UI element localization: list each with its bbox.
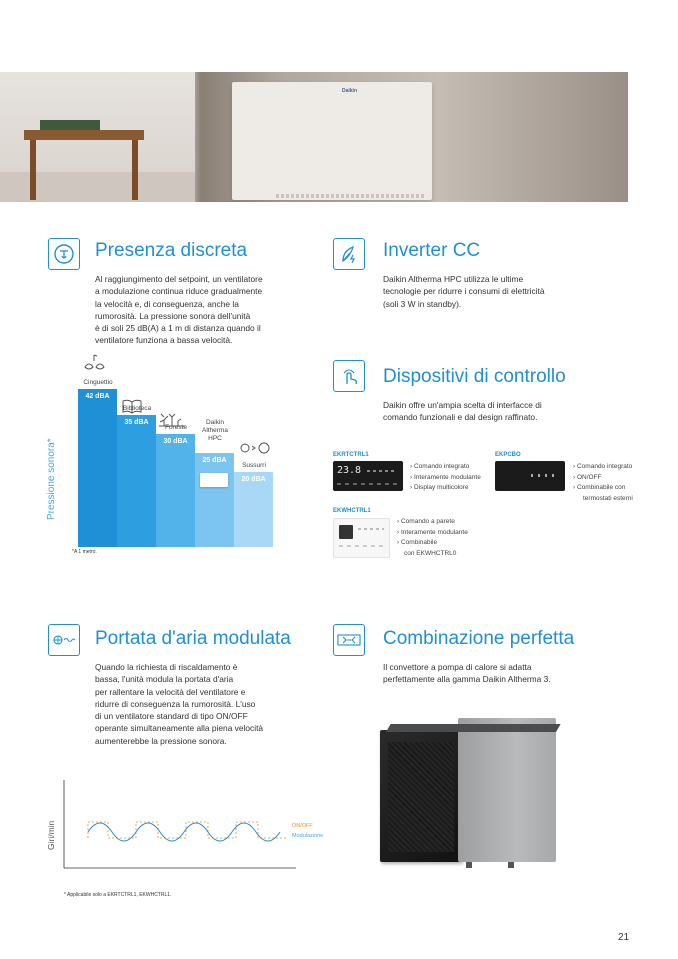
dispositivi-text [383, 399, 603, 424]
combinazione-text [383, 661, 608, 686]
controller-code: EKPCBO [495, 452, 521, 458]
birds-icon [82, 353, 108, 380]
text-line: perfettamente alla gamma Daikin Altherma 3. [383, 674, 551, 685]
presenza-text [95, 273, 305, 347]
text-line: operante simultaneamente alla piena velocità [95, 723, 264, 734]
dispositivi-title: Dispositivi di controllo [383, 366, 566, 387]
feature-item: termostati esterni [583, 494, 633, 502]
inverter-icon [333, 238, 365, 270]
hero-bench-leg [30, 140, 36, 200]
text-line: Il convettore a pompa di calore si adatta [383, 662, 532, 672]
combinazione-title: Combinazione perfetta [383, 628, 575, 649]
presenza-icon [48, 238, 80, 270]
sound-bar-value: 30 dBA [163, 438, 188, 445]
portata-title: Portata d'aria modulata [95, 628, 291, 649]
hero-book [40, 120, 100, 130]
feature-item: › Combinabile con [573, 484, 626, 491]
sound-bar [78, 389, 117, 547]
text-line: Al raggiungimento del setpoint, un ventilatore [95, 274, 263, 284]
page-number: 21 [618, 932, 630, 943]
airflow-chart-ylabel: Giri/min [46, 820, 56, 850]
sound-bar-label: Biblioteca [122, 405, 152, 412]
text-line: per rallentare la velocità del ventilatore e [95, 686, 246, 697]
feature-item: › Interamente modulante [397, 528, 468, 536]
onoff-series-line [88, 822, 286, 838]
controller-code: EKRTCTRL1 [333, 452, 369, 458]
sound-bar-label: Foreste [164, 424, 188, 431]
sound-bar-label: Cinguettio [83, 379, 113, 386]
text-line: bassa, l'unità modula la portata d'aria [95, 674, 234, 685]
text-line: ventilatore funziona a bassa velocità. [95, 335, 233, 346]
hero-unit-grille [276, 194, 426, 198]
text-line: a modulazione continua riduce gradualmente [95, 286, 263, 297]
portata-footnote: * Applicabile solo a EKRTCTRL1, EKWHCTRL1. [64, 892, 172, 898]
feature-item: › Combinabile [397, 539, 438, 546]
text-line: Daikin offre un'ampia scelta di interfacce di [383, 400, 542, 410]
feature-item: con EKWHCTRL0 [404, 549, 457, 557]
hero-convector-unit [232, 82, 432, 200]
text-line: tecnologie per ridurre i consumi di elettricità [383, 286, 545, 297]
text-line: è di soli 25 dB(A) a 1 m di distanza quando il [95, 323, 261, 334]
controller-features [397, 517, 468, 559]
text-line: di un ventilatore standard di tipo ON/OFF [95, 711, 248, 722]
text-line: la velocità e, di conseguenza, anche la [95, 298, 239, 309]
legend-onoff: ON/OFF [292, 823, 313, 829]
sound-bar [117, 415, 156, 547]
sound-bar [234, 472, 273, 547]
legend-modulation: Modulazione [292, 833, 324, 839]
text-line: Daikin Altherma HPC utilizza le ultime [383, 274, 524, 284]
sound-bar-value: 20 dBA [241, 476, 266, 483]
controller-ekwhctrl1-image [333, 518, 390, 558]
control-device-icon [333, 360, 365, 392]
hero-photo [0, 72, 628, 202]
hero-unit-logo: Daikin [342, 88, 358, 94]
controller-features [573, 462, 633, 504]
portata-text [95, 661, 305, 747]
airflow-icon [48, 624, 80, 656]
combination-icon [333, 624, 365, 656]
text-line: aumenterebbe la pressione sonora. [95, 735, 227, 746]
sound-bar-value: 42 dBA [85, 393, 110, 400]
sound-chart-ylabel: Pressione sonora* [46, 438, 57, 520]
feature-item: › Comando integrato [573, 463, 633, 470]
presenza-title: Presenza discreta [95, 240, 248, 261]
text-line: ridurre di conseguenza la rumorosità. L'uso [95, 698, 256, 709]
feature-item: › Comando integrato [410, 463, 470, 470]
sound-bar-value: 25 dBA [202, 457, 227, 464]
outdoor-unit-fan-grille [380, 730, 462, 862]
feature-item: › Interamente modulante [410, 473, 481, 481]
feature-item: › ON/OFF [573, 473, 602, 481]
feature-item: › Comando a parete [397, 518, 455, 525]
text-line: rumorosità. La pressione sonora dell'unità [95, 310, 251, 321]
sound-bar-label: Sussurri [242, 462, 266, 469]
mini-convector-icon [200, 473, 228, 487]
controller-code: EKWHCTRL1 [333, 508, 371, 514]
feature-item: › Display multicolore [410, 484, 469, 491]
sound-bar [156, 434, 195, 547]
outdoor-unit-side-panel [458, 718, 556, 862]
text-line: Quando la richiesta di riscaldamento è [95, 662, 238, 672]
text-line: comando funzionali e dal design raffinato. [383, 412, 538, 423]
hero-bench-leg [132, 140, 138, 200]
airflow-chart [58, 780, 298, 870]
sound-chart-footnote: *A 1 metro. [72, 549, 97, 555]
hero-bench [24, 130, 144, 140]
sound-bar-value: 35 dBA [124, 419, 149, 426]
inverter-title: Inverter CC [383, 240, 481, 261]
text-line: (soli 3 W in standby). [383, 298, 462, 309]
sound-chart [78, 379, 278, 547]
controller-features [410, 462, 481, 494]
outdoor-unit-image [380, 718, 558, 868]
controller-ekrtctrl1-image [333, 461, 403, 491]
inverter-text [383, 273, 598, 310]
controller-ekpcbo-image [495, 461, 565, 491]
sound-bar-label: Daikin Altherma HPC [201, 419, 228, 442]
sound-bar [195, 453, 234, 547]
controller-display-value: 23.8 [337, 465, 362, 476]
